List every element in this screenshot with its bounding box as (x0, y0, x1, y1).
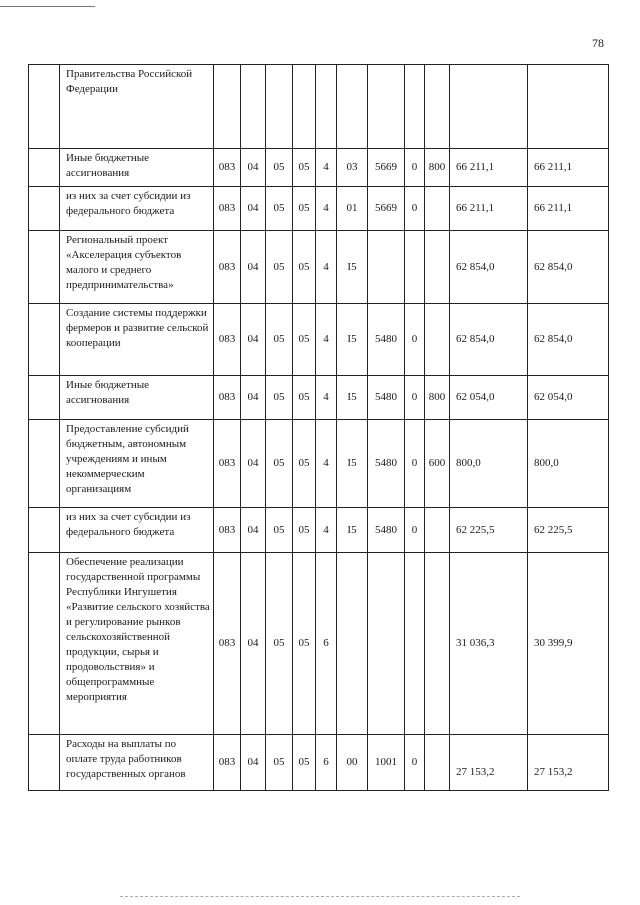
row-code-cell-c6: 00 (337, 735, 368, 791)
row-code-cell-c1: 083 (214, 149, 241, 187)
row-code-cell-c6: I5 (337, 376, 368, 420)
row-code-cell-c7: 5480 (368, 508, 405, 553)
row-marker-cell (29, 149, 60, 187)
row-name-cell: Расходы на выплаты по оплате труда работников государственных органов (60, 735, 214, 791)
row-code-cell-c4: 05 (293, 508, 316, 553)
row-code-cell-c2: 04 (241, 553, 266, 735)
row-code-cell-c8 (405, 553, 425, 735)
row-code-cell-c9: 800 (425, 376, 450, 420)
row-name-cell: Региональный проект «Акселерация субъектов малого и среднего предпринимательства» (60, 231, 214, 304)
row-name-cell: из них за счет субсидии из федерального бюджета (60, 508, 214, 553)
table-row (29, 149, 609, 187)
row-code-cell-c7 (368, 65, 405, 149)
row-code-cell-c8 (405, 231, 425, 304)
row-code-cell-c3: 05 (266, 231, 293, 304)
row-code-cell-c2: 04 (241, 304, 266, 376)
row-code-cell-c1: 083 (214, 508, 241, 553)
row-code-cell-c6: I5 (337, 231, 368, 304)
row-code-cell-c9: 600 (425, 420, 450, 508)
row-name-cell: Обеспечение реализации государственной программы Республики Ингушетия «Развитие сельского хозяйства и регулирование рынков сельскохозяйственной продукции, сырья и продовольствия» и общепрограммные мероприятия (60, 553, 214, 735)
row-amount-cell-a2: 66 211,1 (528, 149, 609, 187)
row-amount-cell-a1: 62 854,0 (450, 231, 528, 304)
row-code-cell-c4: 05 (293, 231, 316, 304)
row-marker-cell (29, 376, 60, 420)
row-marker-cell (29, 187, 60, 231)
row-code-cell-c2: 04 (241, 508, 266, 553)
row-code-cell-c2: 04 (241, 735, 266, 791)
row-code-cell-c9 (425, 187, 450, 231)
row-code-cell-c6: 01 (337, 187, 368, 231)
row-code-cell-c9 (425, 508, 450, 553)
row-code-cell-c7: 5480 (368, 304, 405, 376)
row-amount-cell-a1: 62 225,5 (450, 508, 528, 553)
row-amount-cell-a1 (450, 65, 528, 149)
row-code-cell-c3: 05 (266, 149, 293, 187)
row-code-cell-c9 (425, 553, 450, 735)
row-amount-cell-a2 (528, 65, 609, 149)
row-amount-cell-a1: 62 054,0 (450, 376, 528, 420)
row-code-cell-c2: 04 (241, 231, 266, 304)
row-code-cell-c1: 083 (214, 376, 241, 420)
row-code-cell-c3: 05 (266, 735, 293, 791)
row-code-cell-c7: 5669 (368, 149, 405, 187)
row-amount-cell-a1: 31 036,3 (450, 553, 528, 735)
row-code-cell-c7: 1001 (368, 735, 405, 791)
row-code-cell-c6: I5 (337, 508, 368, 553)
row-marker-cell (29, 304, 60, 376)
budget-table (28, 64, 609, 791)
row-code-cell-c5: 4 (316, 304, 337, 376)
row-code-cell-c6: I5 (337, 420, 368, 508)
row-amount-cell-a1: 800,0 (450, 420, 528, 508)
row-code-cell-c5: 4 (316, 231, 337, 304)
row-code-cell-c1: 083 (214, 735, 241, 791)
row-code-cell-c9 (425, 304, 450, 376)
row-marker-cell (29, 735, 60, 791)
row-code-cell-c8: 0 (405, 149, 425, 187)
row-code-cell-c7 (368, 553, 405, 735)
row-code-cell-c5: 4 (316, 376, 337, 420)
row-code-cell-c4: 05 (293, 304, 316, 376)
table-row (29, 376, 609, 420)
row-amount-cell-a2: 62 854,0 (528, 304, 609, 376)
row-code-cell-c2: 04 (241, 376, 266, 420)
row-code-cell-c6: 03 (337, 149, 368, 187)
row-code-cell-c5: 4 (316, 149, 337, 187)
row-code-cell-c1 (214, 65, 241, 149)
row-code-cell-c4: 05 (293, 553, 316, 735)
row-code-cell-c8: 0 (405, 304, 425, 376)
row-amount-cell-a1: 66 211,1 (450, 149, 528, 187)
row-name-cell: из них за счет субсидии из федерального бюджета (60, 187, 214, 231)
row-code-cell-c3: 05 (266, 420, 293, 508)
row-amount-cell-a2: 62 225,5 (528, 508, 609, 553)
table-row (29, 553, 609, 735)
table-row (29, 420, 609, 508)
row-code-cell-c6 (337, 553, 368, 735)
row-code-cell-c2: 04 (241, 187, 266, 231)
row-code-cell-c5 (316, 65, 337, 149)
row-code-cell-c5: 6 (316, 735, 337, 791)
row-name-cell: Правительства Российской Федерации (60, 65, 214, 149)
row-code-cell-c4: 05 (293, 149, 316, 187)
row-amount-cell-a2: 62 854,0 (528, 231, 609, 304)
row-amount-cell-a1: 66 211,1 (450, 187, 528, 231)
row-code-cell-c9 (425, 735, 450, 791)
row-code-cell-c8: 0 (405, 376, 425, 420)
table-row (29, 735, 609, 791)
table-row (29, 508, 609, 553)
row-name-cell: Иные бюджетные ассигнования (60, 376, 214, 420)
row-code-cell-c8: 0 (405, 420, 425, 508)
row-name-cell: Предоставление субсидий бюджетным, автономным учреждениям и иным некоммерческим организациям (60, 420, 214, 508)
row-code-cell-c7 (368, 231, 405, 304)
row-code-cell-c6: I5 (337, 304, 368, 376)
bottom-scan-marks (120, 896, 520, 898)
top-edge-line (0, 6, 95, 7)
table-row (29, 65, 609, 149)
row-marker-cell (29, 65, 60, 149)
row-name-cell: Иные бюджетные ассигнования (60, 149, 214, 187)
row-code-cell-c2 (241, 65, 266, 149)
row-code-cell-c2: 04 (241, 149, 266, 187)
row-code-cell-c1: 083 (214, 553, 241, 735)
row-code-cell-c3: 05 (266, 553, 293, 735)
row-code-cell-c8: 0 (405, 508, 425, 553)
row-code-cell-c5: 4 (316, 508, 337, 553)
row-code-cell-c7: 5480 (368, 420, 405, 508)
row-amount-cell-a1: 27 153,2 (450, 735, 528, 791)
row-code-cell-c4: 05 (293, 420, 316, 508)
row-code-cell-c3: 05 (266, 187, 293, 231)
row-code-cell-c6 (337, 65, 368, 149)
row-amount-cell-a1: 62 854,0 (450, 304, 528, 376)
row-amount-cell-a2: 62 054,0 (528, 376, 609, 420)
row-code-cell-c5: 4 (316, 187, 337, 231)
table-row (29, 304, 609, 376)
row-code-cell-c4 (293, 65, 316, 149)
row-code-cell-c3: 05 (266, 376, 293, 420)
table-row (29, 231, 609, 304)
row-marker-cell (29, 553, 60, 735)
row-code-cell-c3: 05 (266, 508, 293, 553)
row-amount-cell-a2: 30 399,9 (528, 553, 609, 735)
row-code-cell-c1: 083 (214, 304, 241, 376)
row-code-cell-c8: 0 (405, 187, 425, 231)
row-marker-cell (29, 420, 60, 508)
page-number: 78 (592, 36, 604, 50)
row-code-cell-c5: 6 (316, 553, 337, 735)
row-code-cell-c4: 05 (293, 187, 316, 231)
row-code-cell-c2: 04 (241, 420, 266, 508)
row-code-cell-c9 (425, 65, 450, 149)
row-code-cell-c4: 05 (293, 376, 316, 420)
row-code-cell-c9 (425, 231, 450, 304)
row-name-cell: Создание системы поддержки фермеров и развитие сельской кооперации (60, 304, 214, 376)
row-code-cell-c1: 083 (214, 420, 241, 508)
row-code-cell-c3: 05 (266, 304, 293, 376)
row-marker-cell (29, 231, 60, 304)
row-marker-cell (29, 508, 60, 553)
row-code-cell-c1: 083 (214, 187, 241, 231)
table-row (29, 187, 609, 231)
row-code-cell-c4: 05 (293, 735, 316, 791)
row-code-cell-c9: 800 (425, 149, 450, 187)
row-code-cell-c7: 5669 (368, 187, 405, 231)
row-code-cell-c7: 5480 (368, 376, 405, 420)
row-amount-cell-a2: 27 153,2 (528, 735, 609, 791)
row-code-cell-c8 (405, 65, 425, 149)
row-code-cell-c8: 0 (405, 735, 425, 791)
row-amount-cell-a2: 66 211,1 (528, 187, 609, 231)
row-code-cell-c1: 083 (214, 231, 241, 304)
row-amount-cell-a2: 800,0 (528, 420, 609, 508)
row-code-cell-c5: 4 (316, 420, 337, 508)
row-code-cell-c3 (266, 65, 293, 149)
